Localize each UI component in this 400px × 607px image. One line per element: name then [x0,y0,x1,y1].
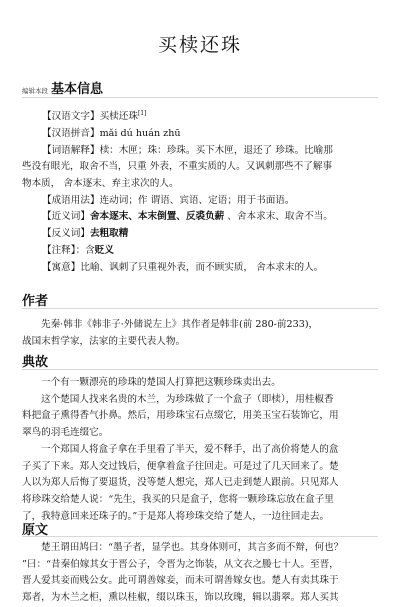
text-line: 了，我特意回来还珠子的。”于是郑人将珍珠交给了楚人，一边往回走去。 [22,510,330,522]
info-row-moral [42,260,378,277]
info-label: 【汉语文字】 [42,111,100,123]
text-line: 楚王谓田鸠曰：“墨子者，显学也。其身体则可，其言多而不辩，何也？ [41,542,344,553]
story-heading: 典故 [22,355,49,370]
info-row-explanation-cont [22,159,378,176]
info-label: 【成语用法】 [42,194,100,206]
info-value: ：含 [75,244,95,256]
info-value-cont: 物本质， 舍本逐末、弃主求次的人。 [22,178,179,189]
info-value: 比喻、讽刺了只重视外表，而不顾实质， 舍本求末的人。 [80,261,324,273]
info-value-cont: 些没有眼光，取舍不当，只重 外表，不重实质的人。又讽刺那些不了解事 [22,161,333,173]
antonym-link[interactable]: 去粗取精 [89,228,129,240]
section-divider [22,308,378,309]
info-row-antonyms [42,226,378,243]
original-heading: 原文 [22,523,49,538]
text-line: 将珍珠交给楚人说：“先生，我买的只是盒子，您将一颗珍珠忘放在盒子里 [22,494,334,506]
section-divider [22,97,378,98]
author-paragraph [22,317,378,350]
info-row-explanation [42,143,378,160]
text-line: 一个郑国人将盒子拿在手里看了半天，爱不释手，出了高价将楚人的盒 [41,444,339,455]
citation-link[interactable]: [1] [137,110,147,117]
section-divider [22,536,378,537]
basic-info-heading-text: 基本信息 [51,82,104,97]
text-line: 翠鸟的羽毛连缀它。 [22,427,109,439]
info-label: 【词语解释】 [42,144,100,156]
edit-section-link[interactable]: 编辑本段 [22,87,48,95]
info-row-usage [42,193,378,210]
info-row-explanation-cont [22,176,378,193]
info-value: 买椟还珠 [99,111,138,123]
info-label: 【汉语拼音】 [42,127,100,139]
info-label: 【近义词】 [42,211,90,223]
info-row-text [42,106,378,126]
text-line: 子买了下来。郑人交过钱后，便拿着盒子往回走。可是过了几天回来了。楚 [22,460,339,472]
text-line: 先秦·韩非《韩非子·外储说左上》其作者是韩非(前 280-前233)， [41,319,319,330]
basic-info-block [22,106,378,276]
info-value: 连动词；作 谓语、宾语、定语；用于书面语。 [99,194,295,206]
info-value: mǎi dú huán zhū [99,127,181,139]
text-line: 一个有一颗漂亮的珍珠的楚国人打算把这颗珍珠卖出去。 [41,377,281,388]
text-line: 郑者，为木兰之柜，熏以桂椒，缀以珠玉，饰以玫瑰，辑以翡翠。郑人买其 [22,592,339,604]
connotation-link[interactable]: 贬义 [94,244,114,256]
text-line: ”曰：“昔秦伯嫁其女于晋公子，令晋为之饰装，从文衣之媵七十人。至晋， [22,558,339,570]
info-label: 【反义词】 [42,228,90,240]
story-paragraph-2 [22,442,378,526]
text-line: 人以为郑人后悔了要退货，没等楚人想完，郑人已走到楚人跟前。只见郑人 [22,477,339,489]
info-label: 【寓意】 [42,261,81,273]
text-line: 这个楚国人找来名贵的木兰，为珍珠做了一个盒子（即椟），用桂椒香 [41,393,334,405]
info-row-synonyms [42,209,378,226]
page-title: 买椟还珠 [157,34,242,56]
basic-info-heading [22,78,103,97]
text-line: 料把盒子熏得香气扑鼻。然后，用珍珠宝石点缀它，用美玉宝石装饰它，用 [22,410,339,422]
story-paragraph-1 [22,375,378,442]
author-heading: 作者 [22,294,49,309]
info-row-note [42,243,378,260]
section-divider [22,369,378,370]
info-value: 、舍本求末、取舍不当。 [224,211,333,223]
original-paragraph [22,540,378,607]
info-value: 椟：木匣；珠：珍珠。买下木匣，退还了 珍珠。比喻那 [99,144,333,156]
text-line: 战国末哲学家，法家的主要代表人物。 [22,335,186,347]
text-line: 晋人爱其妾而贱公女。此可谓善嫁妾，而未可谓善嫁女也。楚人有卖其珠于 [22,575,339,587]
info-row-pinyin [42,126,378,143]
info-label: 【注释】 [42,244,76,256]
synonym-links[interactable]: 舍本逐末、本末倒置、反裘负薪 [89,211,225,223]
